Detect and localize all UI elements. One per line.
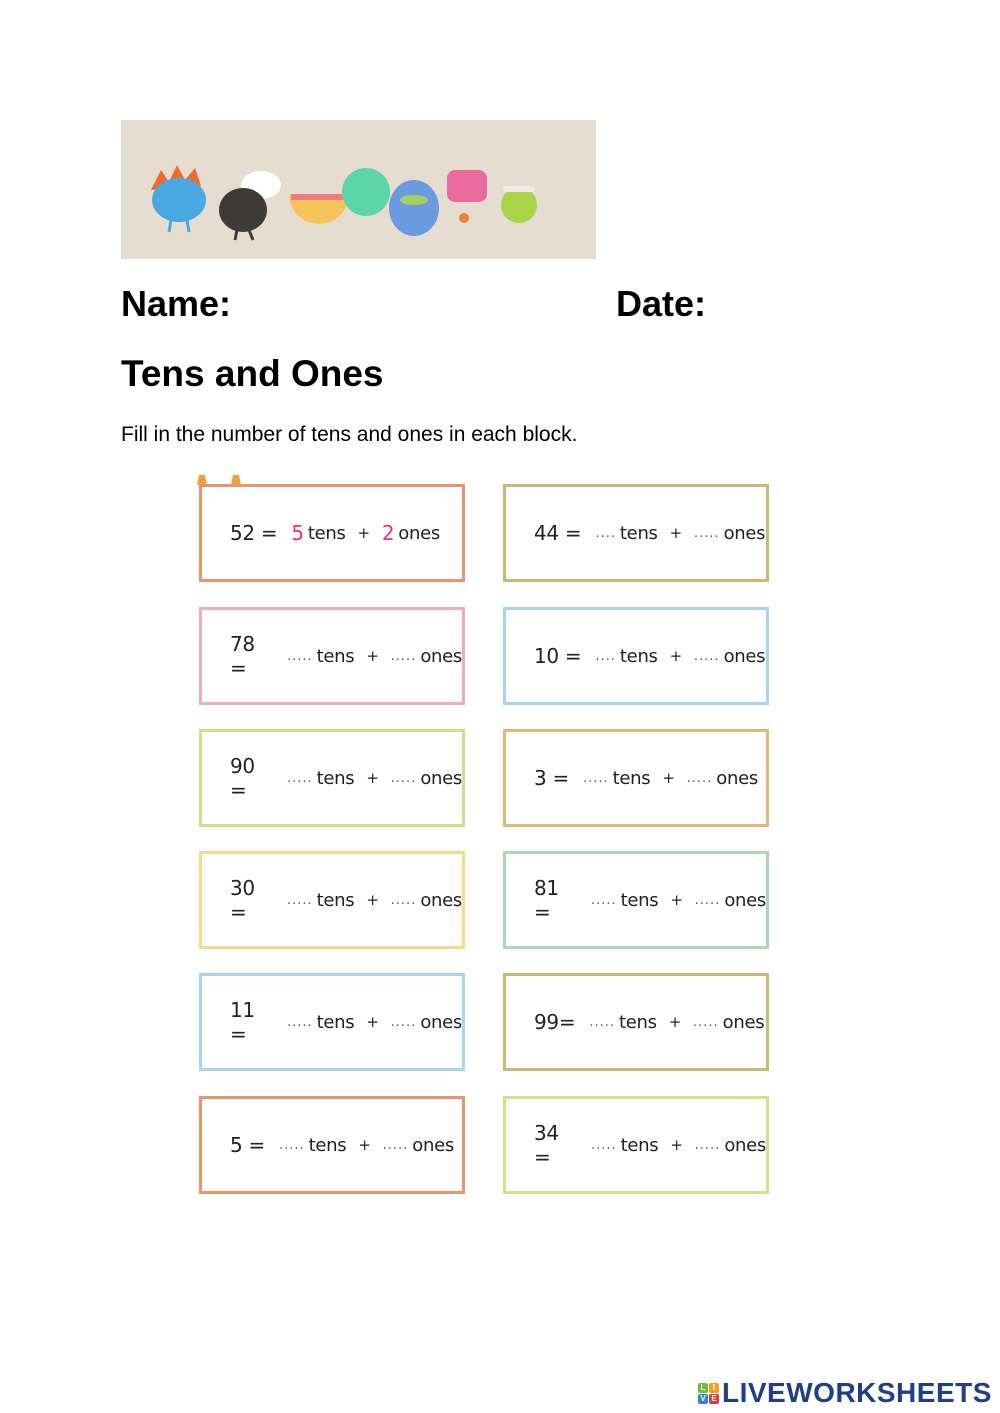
liveworksheets-logo (698, 1378, 992, 1408)
block-number: 11 = (230, 998, 255, 1046)
ones-label: ones (398, 522, 440, 544)
ones-answer-field[interactable]: ..... (390, 1014, 417, 1030)
tens-answer-field[interactable]: ..... (590, 1137, 617, 1153)
block-number: 10 = (534, 644, 582, 668)
tens-answer-field[interactable]: ..... (589, 1014, 615, 1030)
equation-block (199, 1096, 465, 1194)
plus-sign: + (366, 891, 379, 909)
ones-answer-field[interactable]: ..... (390, 648, 417, 664)
ones-label: ones (412, 1134, 454, 1156)
tens-answer-field[interactable]: ..... (286, 892, 313, 908)
ones-answer-field[interactable]: ..... (694, 1137, 721, 1153)
tens-answer-field[interactable]: ..... (286, 770, 313, 786)
plus-sign: + (662, 769, 675, 787)
block-number: 81 = (534, 876, 559, 924)
tens-answer-field[interactable]: ..... (286, 648, 313, 664)
monsters-illustration-icon (121, 120, 596, 259)
monsters-banner-image (121, 120, 596, 259)
plus-sign: + (669, 524, 682, 542)
ones-answer-field: 2 (381, 521, 395, 545)
tens-label: tens (308, 1134, 347, 1156)
instructions-text: Fill in the number of tens and ones in each block. (121, 423, 578, 446)
tens-label: tens (620, 889, 659, 911)
equation-block (199, 607, 465, 705)
tens-answer-field[interactable]: ..... (278, 1137, 305, 1153)
block-number: 99= (534, 1010, 576, 1034)
ones-answer-field[interactable]: ..... (692, 1014, 719, 1030)
block-number: 52 = (230, 521, 278, 545)
plus-sign: + (366, 769, 379, 787)
ones-answer-field[interactable]: ..... (693, 648, 720, 664)
badge-letter: V (698, 1394, 708, 1404)
ones-label: ones (723, 522, 766, 544)
plus-sign: + (358, 1136, 371, 1154)
badge-letter: I (709, 1383, 719, 1393)
ones-label: ones (723, 645, 766, 667)
plus-sign: + (669, 647, 682, 665)
tens-label: tens (618, 1011, 657, 1033)
tens-answer-field[interactable]: ..... (582, 770, 609, 786)
ones-answer-field[interactable]: ..... (390, 770, 417, 786)
tens-label: tens (612, 767, 651, 789)
ones-label: ones (716, 767, 758, 789)
ones-answer-field[interactable]: ..... (693, 525, 720, 541)
block-number: 44 = (534, 521, 582, 545)
equation-block (199, 729, 465, 827)
ones-label: ones (724, 889, 766, 911)
tens-answer-field[interactable]: .... (595, 648, 616, 664)
plus-sign: + (366, 1013, 379, 1031)
block-number: 30 = (230, 876, 255, 924)
tens-label: tens (619, 522, 658, 544)
equation-block (199, 484, 465, 582)
equation-block (503, 484, 769, 582)
plus-sign: + (668, 1013, 681, 1031)
ones-label: ones (420, 889, 462, 911)
date-label: Date: (616, 283, 707, 324)
worksheet-title: Tens and Ones (121, 353, 384, 394)
tens-label: tens (619, 645, 658, 667)
ones-answer-field[interactable]: ..... (694, 892, 721, 908)
tens-answer-field[interactable]: ..... (590, 892, 617, 908)
tens-label: tens (316, 767, 355, 789)
equation-block (503, 973, 769, 1071)
badge-letter: L (698, 1383, 708, 1393)
block-number: 5 = (230, 1133, 265, 1157)
block-number: 34 = (534, 1121, 559, 1169)
tens-answer-field[interactable]: .... (595, 525, 616, 541)
tens-label: tens (620, 1134, 659, 1156)
name-label: Name: (121, 283, 232, 324)
plus-sign: + (366, 647, 379, 665)
plus-sign: + (670, 891, 683, 909)
ones-label: ones (420, 1011, 462, 1033)
plus-sign: + (357, 524, 370, 542)
ones-label: ones (420, 767, 462, 789)
tens-answer-field[interactable]: ..... (286, 1014, 313, 1030)
badge-letter: E (709, 1394, 719, 1404)
live-badge-icon (698, 1383, 719, 1404)
plus-sign: + (670, 1136, 683, 1154)
tens-label: tens (316, 1011, 355, 1033)
tens-label: tens (316, 889, 355, 911)
ones-label: ones (722, 1011, 765, 1033)
equation-block (503, 729, 769, 827)
block-number: 90 = (230, 754, 255, 802)
ones-answer-field[interactable]: ..... (390, 892, 417, 908)
ones-label: ones (420, 645, 462, 667)
ones-answer-field[interactable]: ..... (382, 1137, 409, 1153)
tens-label: tens (307, 522, 346, 544)
equation-block (503, 851, 769, 949)
block-number: 3 = (534, 766, 569, 790)
logo-text: LIVEWORKSHEETS (722, 1377, 992, 1408)
ones-answer-field[interactable]: ..... (686, 770, 713, 786)
ones-label: ones (724, 1134, 766, 1156)
tens-answer-field: 5 (291, 521, 304, 545)
tens-label: tens (316, 645, 355, 667)
equation-block (503, 607, 769, 705)
equation-block (199, 851, 465, 949)
block-number: 78 = (230, 632, 255, 680)
equation-block (199, 973, 465, 1071)
equation-block (503, 1096, 769, 1194)
